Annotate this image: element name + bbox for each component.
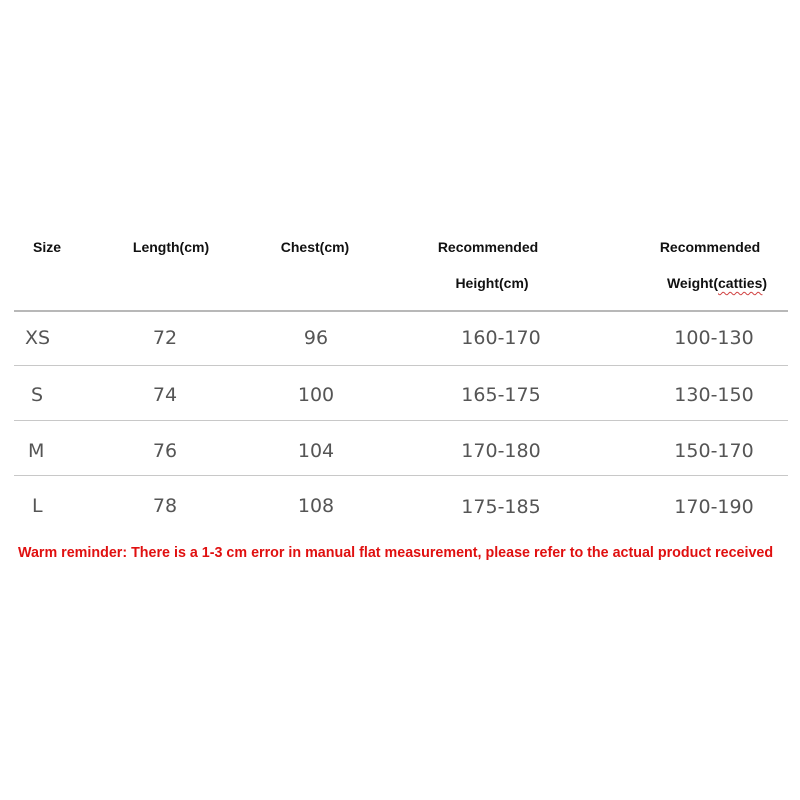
cell-chest: 104 bbox=[297, 440, 335, 462]
cell-length: 78 bbox=[152, 495, 178, 517]
header-height-line2: Height(cm) bbox=[455, 275, 529, 291]
cell-length: 72 bbox=[152, 327, 178, 349]
cell-weight: 100-130 bbox=[674, 327, 754, 349]
cell-size: S bbox=[31, 384, 44, 406]
header-weight-prefix: Weight( bbox=[666, 275, 719, 291]
cell-size: L bbox=[32, 495, 43, 517]
table-row-rule bbox=[14, 475, 788, 476]
cell-height: 160-170 bbox=[461, 327, 541, 349]
cell-weight: 150-170 bbox=[674, 440, 754, 462]
table-header-rule bbox=[14, 310, 788, 312]
header-weight-line2 bbox=[667, 275, 767, 291]
cell-size: XS bbox=[25, 327, 51, 349]
cell-length: 74 bbox=[152, 384, 178, 406]
cell-height: 165-175 bbox=[461, 384, 541, 406]
cell-weight: 170-190 bbox=[674, 496, 754, 518]
header-size: Size bbox=[32, 239, 62, 255]
cell-height: 175-185 bbox=[461, 496, 541, 518]
header-weight-suffix: ) bbox=[762, 275, 768, 291]
cell-chest: 100 bbox=[297, 384, 335, 406]
cell-length: 76 bbox=[152, 440, 178, 462]
header-chest: Chest(cm) bbox=[280, 239, 350, 255]
cell-size: M bbox=[28, 440, 45, 462]
cell-height: 170-180 bbox=[461, 440, 541, 462]
cell-chest: 96 bbox=[303, 327, 329, 349]
table-row-rule bbox=[14, 365, 788, 366]
table-row-rule bbox=[14, 420, 788, 421]
warm-reminder-note: Warm reminder: There is a 1-3 cm error in manual flat measurement, please refer to the actual product received bbox=[18, 545, 774, 561]
header-height-line1: Recommended bbox=[437, 239, 539, 255]
header-weight-line1: Recommended bbox=[659, 239, 761, 255]
header-weight-unit: catties bbox=[718, 275, 763, 291]
header-length: Length(cm) bbox=[132, 239, 210, 255]
cell-chest: 108 bbox=[297, 495, 335, 517]
cell-weight: 130-150 bbox=[674, 384, 754, 406]
